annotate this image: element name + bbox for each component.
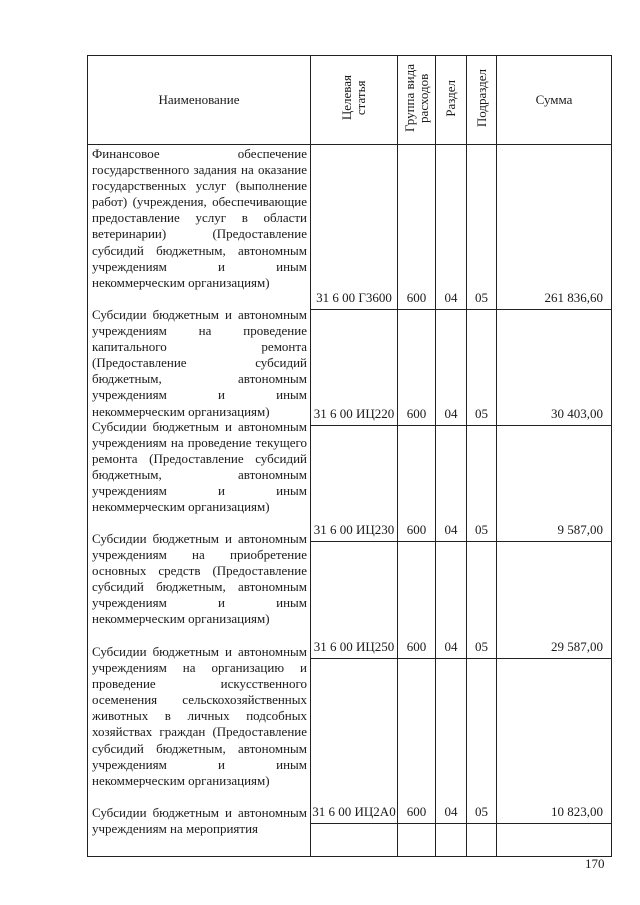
row-6-subsection <box>467 824 497 857</box>
header-target-article-label: Целевая статья <box>339 75 368 121</box>
row-4-group: 600 <box>398 542 436 659</box>
header-expense-group <box>398 56 436 145</box>
row-1-code: 31 6 00 Г3600 <box>311 145 398 310</box>
row-2-section: 04 <box>436 310 467 426</box>
row-6-name: Субсидии бюджетным и автономным учреждениям на мероприятия <box>92 805 307 837</box>
row-1-subsection: 05 <box>467 145 497 310</box>
row-4-sum: 29 587,00 <box>497 542 612 659</box>
row-4-name: Субсидии бюджетным и автономным учреждениям на приобретение основных средств (Предоставление субсидий бюджетным, автономным учреждениям и иным некоммерческим организациям) <box>92 531 307 627</box>
row-5-group: 600 <box>398 659 436 824</box>
row-1-name: Финансовое обеспечение государственного задания на оказание государственных услуг (выполнение работ) (учреждения, обеспечивающие предоставление услуг в области ветеринарии) (Предоставление субсидий бюджетным, автономным учреждениям и иным некоммерческим организациям) <box>92 146 307 290</box>
table-header-row <box>88 56 612 145</box>
header-expense-group-label: Группа вида расходов <box>401 64 431 132</box>
row-2-name: Субсидии бюджетным и автономным учреждениям на проведение капитального ремонта (Предоставление субсидий бюджетным, автономным учреждениям и иным некоммерческим организациям) <box>92 307 307 419</box>
row-4-section: 04 <box>436 542 467 659</box>
row-5-sum: 10 823,00 <box>497 659 612 824</box>
header-name: Наименование <box>88 56 311 145</box>
row-5-code: 31 6 00 ИЦ2А0 <box>311 659 398 824</box>
row-6-group <box>398 824 436 857</box>
row-6-section <box>436 824 467 857</box>
header-section <box>436 56 467 145</box>
row-name <box>88 145 311 857</box>
row-5-subsection: 05 <box>467 659 497 824</box>
row-5-section: 04 <box>436 659 467 824</box>
row-2-code: 31 6 00 ИЦ220 <box>311 310 398 426</box>
row-3-name: Субсидии бюджетным и автономным учреждениям на проведение текущего ремонта (Предоставление субсидий бюджетным, автономным учреждениям и иным некоммерческим организациям) <box>92 419 307 515</box>
row-4-subsection: 05 <box>467 542 497 659</box>
row-3-sum: 9 587,00 <box>497 426 612 542</box>
row-2-group: 600 <box>398 310 436 426</box>
row-2-subsection: 05 <box>467 310 497 426</box>
row-3-code: 31 6 00 ИЦ230 <box>311 426 398 542</box>
table-row <box>88 145 612 310</box>
row-3-section: 04 <box>436 426 467 542</box>
row-1-section: 04 <box>436 145 467 310</box>
page-number: 170 <box>585 856 605 871</box>
header-sum: Сумма <box>497 56 612 145</box>
header-target-article <box>311 56 398 145</box>
row-3-group: 600 <box>398 426 436 542</box>
row-5-name: Субсидии бюджетным и автономным учреждениям на организацию и проведение искусственного осеменения сельскохозяйственных животных в личных подсобных хозяйствах граждан (Предоставление субсидий бюджетным, автономным учреждениям и иным некоммерческим организациям) <box>92 644 307 788</box>
row-1-sum: 261 836,60 <box>497 145 612 310</box>
row-6-code <box>311 824 398 857</box>
row-1-group: 600 <box>398 145 436 310</box>
row-4-code: 31 6 00 ИЦ250 <box>311 542 398 659</box>
header-subsection <box>467 56 497 145</box>
header-subsection-label: Подраздел <box>473 68 489 128</box>
row-6-sum <box>497 824 612 857</box>
row-2-sum: 30 403,00 <box>497 310 612 426</box>
row-3-subsection: 05 <box>467 426 497 542</box>
header-section-label: Раздел <box>443 79 458 117</box>
budget-table <box>87 55 612 857</box>
